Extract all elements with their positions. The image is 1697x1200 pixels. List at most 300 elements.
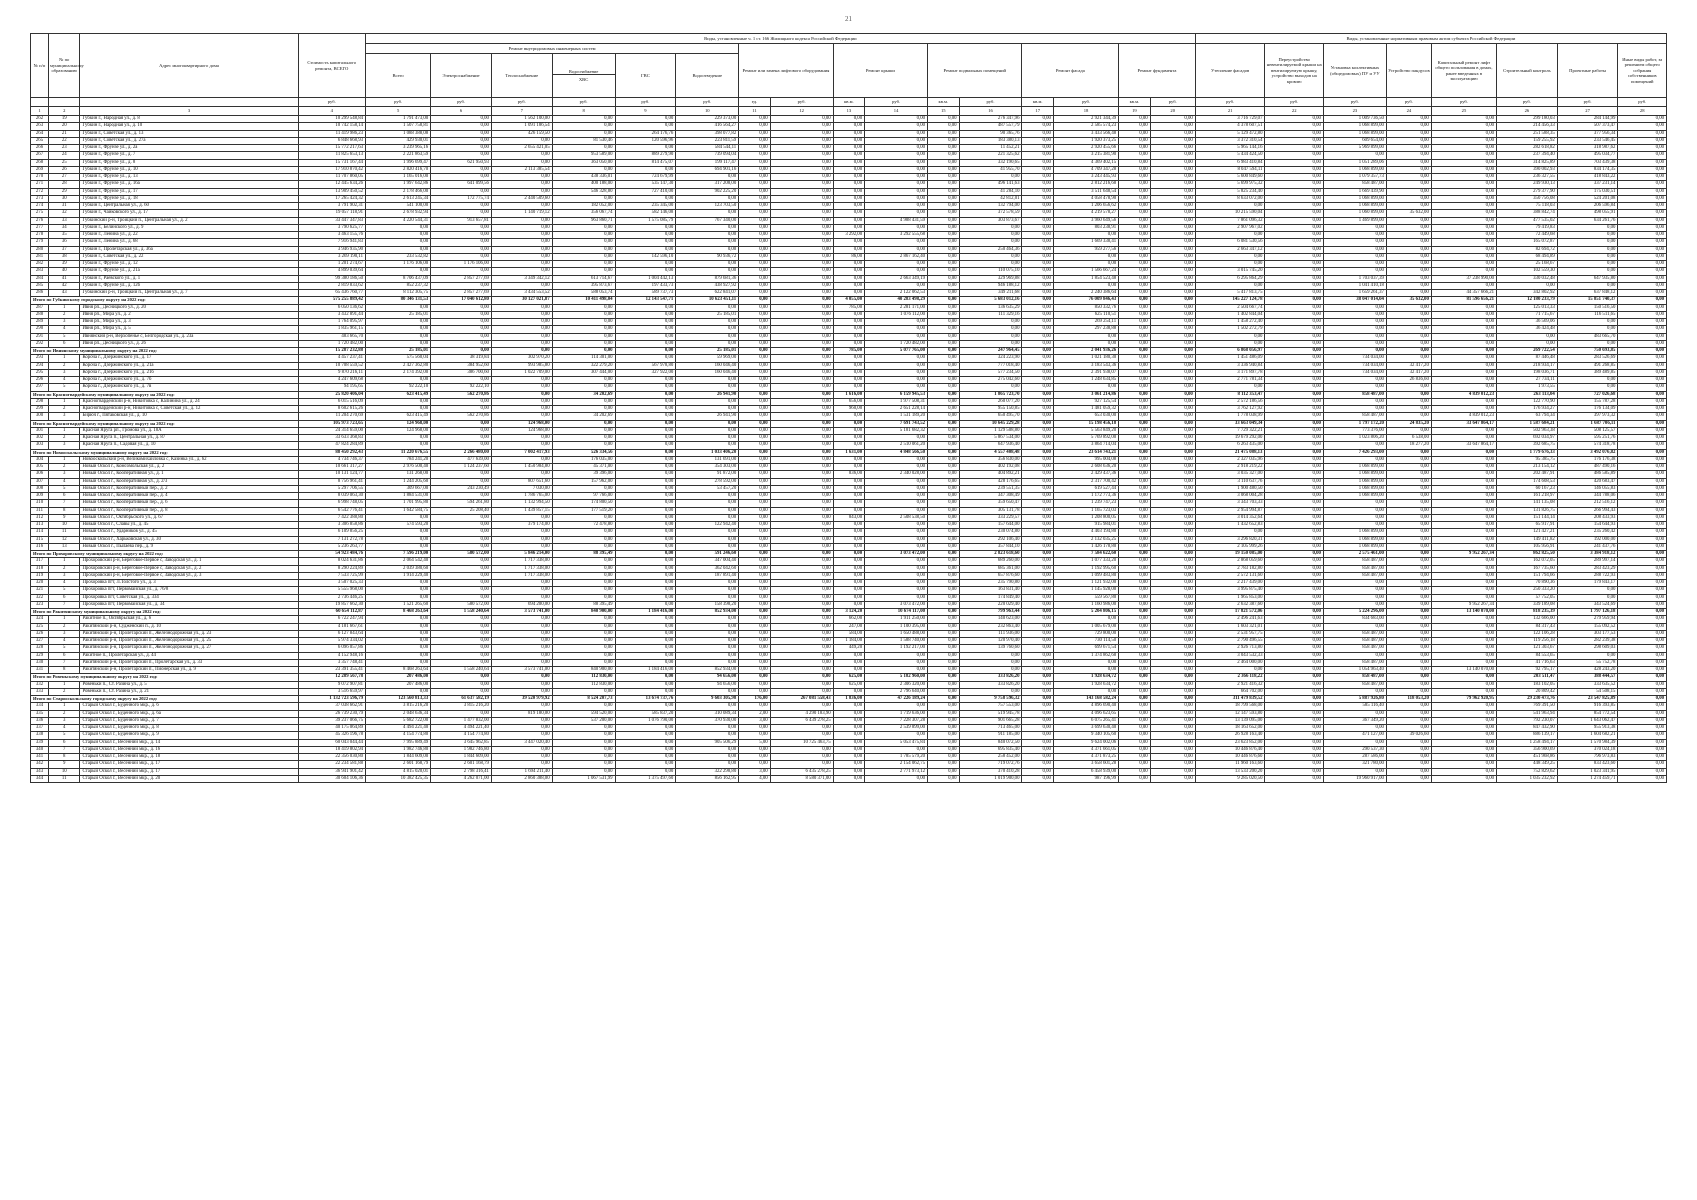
row-value: 0,00 (739, 384, 770, 391)
row-value: 0,00 (1323, 652, 1386, 659)
row-value: 653 030,00 (1053, 413, 1118, 420)
subtotal-cell: 562 270,86 (431, 391, 492, 398)
row-value: 0,00 (1150, 587, 1195, 594)
row-value: 65 917,91 (1497, 522, 1558, 529)
unit-cell-21: руб. (1195, 98, 1265, 107)
row-value: 0,00 (366, 340, 431, 347)
row-value: 0,00 (1119, 761, 1150, 768)
subtotal-cell: 0,00 (928, 391, 959, 398)
table-row (31, 188, 1667, 195)
row-address: Старый Оскол г., Весенний мкр., д. 20 (80, 775, 298, 782)
row-value: 0,00 (1053, 253, 1118, 260)
row-value: 0,00 (552, 224, 615, 231)
row-address: Губкин г., Пролетарская ул., д. 36а (80, 246, 298, 253)
row-value: 40 175 064,89 (298, 725, 365, 732)
row-value: 0,00 (366, 623, 431, 630)
row-value: 0,00 (431, 652, 492, 659)
row-value: 0,00 (770, 181, 833, 188)
row-value: 7 030,00 (491, 485, 552, 492)
row-value: 94 195,65 (298, 384, 365, 391)
row-value: 333 635,52 (1557, 681, 1618, 688)
row-number: 295 (31, 369, 49, 376)
col-lift: Ремонт или замена лифтового оборудования (739, 44, 833, 98)
row-value: 619 527,44 (1053, 485, 1118, 492)
subtotal-cell: 0,00 (739, 391, 770, 398)
row-value: 0,00 (1150, 645, 1195, 652)
row-number: 334 (31, 703, 49, 710)
row-value: 1 717 338,00 (491, 572, 552, 579)
row-value: 236 327,55 (1497, 174, 1558, 181)
row-value: 0,00 (1022, 681, 1053, 688)
subtotal-cell: 0,00 (833, 420, 864, 427)
row-value: 0,00 (366, 268, 431, 275)
row-value: 327 922,00 (615, 369, 676, 376)
col-roof: Ремонт крыши (833, 44, 927, 98)
row-address: Новый Оскол г., Кооперативная ул., д. 2/3 (80, 478, 298, 485)
row-value: 2 178 466,00 (366, 188, 431, 195)
row-value: 0,00 (552, 652, 615, 659)
row-value: 0,00 (865, 478, 928, 485)
row-value: 0,00 (1119, 739, 1150, 746)
row-value: 3 447 020,40 (491, 739, 552, 746)
row-value: 0,00 (833, 717, 864, 724)
row-value: 0,00 (1618, 493, 1667, 500)
row-value: 1 091 186,54 (491, 123, 552, 130)
row-value: 0,00 (676, 587, 739, 594)
row-number: 320 (31, 580, 49, 587)
row-value: 0,00 (491, 471, 552, 478)
row-number: 307 (31, 478, 49, 485)
row-value: 4 219 578,27 (1053, 210, 1118, 217)
row-value: 0,00 (1618, 290, 1667, 297)
row-value: 886 139,17 (1497, 732, 1558, 739)
row-value: 0,00 (770, 137, 833, 144)
row-value: 1 575 085,79 (615, 217, 676, 224)
row-value: 3 716 729,07 (1195, 116, 1265, 123)
row-value: 0,00 (739, 406, 770, 413)
subtotal-label: Итого по Прохоровскому муниципальному округу на 2022 год: (31, 551, 299, 558)
row-value: 0,00 (928, 130, 959, 137)
row-value: 0,00 (770, 536, 833, 543)
row-value: 0,00 (491, 543, 552, 550)
row-value: 141 135,08 (1497, 500, 1558, 507)
row-value: 4 988 431,59 (865, 217, 928, 224)
row-value: 0,00 (1150, 710, 1195, 717)
row-value: 0,00 (1053, 261, 1118, 268)
row-value: 199 117,47 (676, 159, 739, 166)
row-value: 0,00 (1431, 485, 1496, 492)
row-value: 0,00 (431, 123, 492, 130)
row-value: 637 848,12 (1557, 290, 1618, 297)
row-value: 8 024 631,86 (298, 558, 365, 565)
unit-cell-27: руб. (1557, 98, 1618, 107)
row-value: 0,00 (431, 137, 492, 144)
row-value: 0,00 (1431, 565, 1496, 572)
row-address: Губкин г., Фрунзе ул., д. 7 (80, 152, 298, 159)
row-value: 0,00 (1386, 681, 1431, 688)
row-value: 0,00 (770, 761, 833, 768)
unit-cell-4: руб. (298, 98, 365, 107)
row-value: 237 394,40 (1497, 152, 1558, 159)
row-value: 1 911 250,00 (865, 616, 928, 623)
row-value: 0,00 (739, 659, 770, 666)
row-value: 0,00 (865, 268, 928, 275)
row-value: 88 395,49 (552, 601, 615, 608)
row-value: 0,00 (552, 543, 615, 550)
row-value: 1 720 482,00 (298, 340, 365, 347)
row-value: 0,00 (1119, 623, 1150, 630)
row-value: 0,00 (552, 754, 615, 761)
row-value: 278 592,00 (676, 478, 739, 485)
row-value: 0,00 (431, 471, 492, 478)
row-mun-number: 1 (48, 703, 79, 710)
row-value: 0,00 (1150, 739, 1195, 746)
row-value: 0,00 (1022, 522, 1053, 529)
row-value: 1 022 709,00 (491, 369, 552, 376)
row-value: 0,00 (1431, 630, 1496, 637)
row-address: Бирюч г., Пятаковская ул., д. 10 (80, 413, 298, 420)
row-value: 0,00 (491, 406, 552, 413)
row-value: 0,00 (1431, 116, 1496, 123)
row-value: 769 391,50 (1497, 703, 1558, 710)
row-value: 0,00 (1431, 725, 1496, 732)
row-address: Прохоровка пгт, Первомайская ул., д. 76/8 (80, 587, 298, 594)
row-address: Красная Яруга п., Центральная ул., д. 87 (80, 435, 298, 442)
row-value: 0,00 (1386, 188, 1431, 195)
row-value: 0,00 (1119, 195, 1150, 202)
row-value: 0,00 (1431, 181, 1496, 188)
row-value: 1 068 899,00 (1323, 130, 1386, 137)
row-value: 81 530,46 (552, 137, 615, 144)
row-value: 486 585,89 (1557, 471, 1618, 478)
subtotal-cell: 13 140 070,00 (1431, 609, 1496, 616)
row-value: 428 176,65 (959, 478, 1022, 485)
row-value: 0,00 (676, 500, 739, 507)
table-row (31, 543, 1667, 550)
row-address: Губкин г., Советская ул., д. 13 (80, 130, 298, 137)
row-value: 0,00 (770, 166, 833, 173)
row-value: 0,00 (833, 210, 864, 217)
subtotal-cell: 10 645 229,28 (959, 420, 1022, 427)
row-mun-number: 20 (48, 123, 79, 130)
row-value: 63 794,34 (1497, 413, 1558, 420)
row-value: 0,00 (615, 485, 676, 492)
row-value: 0,00 (1150, 123, 1195, 130)
row-value: 0,00 (833, 435, 864, 442)
row-value: 290 537,30 (1323, 746, 1386, 753)
row-value: 389 489,85 (1557, 369, 1618, 376)
row-value: 767 340,00 (676, 217, 739, 224)
row-value: 0,00 (676, 340, 739, 347)
row-value: 125 013,33 (1497, 304, 1558, 311)
row-number: 267 (31, 152, 49, 159)
row-value: 0,00 (833, 688, 864, 695)
row-value: 167 735,60 (1497, 565, 1558, 572)
row-value: 0,00 (491, 514, 552, 521)
row-value: 0,00 (491, 638, 552, 645)
row-value: 0,00 (1431, 464, 1496, 471)
row-value: 0,00 (676, 232, 739, 239)
row-value: 0,00 (1618, 522, 1667, 529)
row-value: 1 165 723,03 (1053, 507, 1118, 514)
row-value: 0,00 (1119, 268, 1150, 275)
row-value: 0,00 (676, 645, 739, 652)
row-value: 0,00 (1265, 181, 1323, 188)
row-value: 0,00 (1323, 456, 1386, 463)
row-value: 2 921 344,39 (1053, 116, 1118, 123)
subtotal-cell: 8 112 353,47 (1195, 391, 1265, 398)
row-value: 0,00 (491, 174, 552, 181)
row-value: 0,00 (1265, 398, 1323, 405)
row-value: 0,00 (739, 340, 770, 347)
row-value: 1 068 899,00 (1323, 166, 1386, 173)
row-number: 335 (31, 710, 49, 717)
row-value: 0,00 (431, 565, 492, 572)
row-value: 0,00 (1265, 471, 1323, 478)
row-value: 0,00 (1119, 188, 1150, 195)
row-value: 90 936,72 (676, 253, 739, 260)
row-address: Прохоровский р-н, Береговое-Первое с, Заводская ул., д. 2 (80, 565, 298, 572)
unit-cell-22: руб. (1265, 98, 1323, 107)
row-value: 84 553,65 (1497, 652, 1558, 659)
row-value: 0,00 (739, 587, 770, 594)
row-value: 0,00 (739, 485, 770, 492)
row-value: 0,00 (1431, 638, 1496, 645)
row-value: 0,00 (1022, 565, 1053, 572)
subtotal-cell: 267 081 558,43 (770, 696, 833, 703)
row-value: 0,00 (1265, 210, 1323, 217)
row-value: 0,00 (739, 333, 770, 340)
unit-cell-11: ед. (739, 98, 770, 107)
row-value: 3 791 902,31 (298, 203, 365, 210)
row-value: 0,00 (491, 333, 552, 340)
row-value: 0,00 (739, 355, 770, 362)
row-value: 187 891,40 (676, 572, 739, 579)
row-value: 0,00 (770, 746, 833, 753)
subtotal-cell: 25 820 406,04 (298, 391, 365, 398)
row-value: 1 124 237,60 (431, 464, 492, 471)
row-value: 0,00 (552, 485, 615, 492)
row-value: 0,00 (1323, 507, 1386, 514)
row-address: Старый Оскол г., Весенний мкр., д. 14 (80, 739, 298, 746)
row-value: 0,00 (928, 319, 959, 326)
row-value: 3 068 004,28 (1195, 493, 1265, 500)
row-value: 2 812 216,68 (1053, 181, 1118, 188)
row-value: 9 072 907,81 (298, 681, 365, 688)
row-value: 0,00 (1431, 282, 1496, 289)
row-value: 0,00 (739, 681, 770, 688)
row-value: 0,00 (770, 406, 833, 413)
row-value: 0,00 (1323, 326, 1386, 333)
row-value: 2 496 241,63 (1195, 616, 1265, 623)
row-value: 0,00 (1119, 442, 1150, 449)
row-value: 1 785 579,20 (865, 754, 928, 761)
row-value: 0,00 (1557, 268, 1618, 275)
row-address: Красногвардейский р-н, Никитовка с, Калинина ул., д. 24 (80, 398, 298, 405)
row-value: 1 088 388,08 (366, 130, 431, 137)
row-value: 0,00 (865, 239, 928, 246)
row-value: 0,00 (928, 601, 959, 608)
row-value: 0,00 (1618, 123, 1667, 130)
unit-cell-2 (48, 98, 79, 107)
row-value: 0,00 (1265, 224, 1323, 231)
row-value: 2 790 496,55 (1195, 638, 1265, 645)
row-value: 0,00 (615, 355, 676, 362)
row-value: 0,00 (1119, 224, 1150, 231)
row-value: 0,00 (739, 152, 770, 159)
col-foundation: Ремонт фундамента (1119, 44, 1196, 98)
row-value: 0,00 (865, 464, 928, 471)
row-value: 124 968,00 (366, 427, 431, 434)
row-value: 0,00 (770, 500, 833, 507)
row-value: 3 296 820,31 (1195, 536, 1265, 543)
row-value: 0,00 (1150, 630, 1195, 637)
row-address: Губкин г., Фрунзе ул., д. 12б (80, 282, 298, 289)
row-value: 0,00 (676, 688, 739, 695)
row-value: 0,00 (431, 522, 492, 529)
row-value: 36 569,06 (1497, 319, 1558, 326)
column-number-13: 13 (833, 107, 864, 116)
row-value: 357 844,10 (959, 543, 1022, 550)
row-value: 303 177,53 (1557, 630, 1618, 637)
unit-cell-14: руб. (865, 98, 928, 107)
row-address: Ровеньки п., Ст. Разина ул., д. 21 (80, 688, 298, 695)
subtotal-cell: 0,00 (1265, 348, 1323, 355)
row-value: 0,00 (676, 725, 739, 732)
row-value: 1 068 899,00 (1323, 464, 1386, 471)
row-value: 0,00 (1195, 384, 1265, 391)
row-value: 0,00 (770, 282, 833, 289)
row-value: 1 720 482,00 (865, 340, 928, 347)
row-value: 0,00 (1618, 761, 1667, 768)
row-value: 0,00 (1323, 377, 1386, 384)
row-value: 0,00 (739, 282, 770, 289)
row-value: 0,00 (1265, 333, 1323, 340)
row-value: 310 089,34 (676, 710, 739, 717)
subtotal-cell: 0,00 (1265, 696, 1323, 703)
row-value: 247,00 (833, 623, 864, 630)
column-number-23: 23 (1323, 107, 1386, 116)
row-value: 1 507 758,81 (366, 123, 431, 130)
row-value: 1 778 038,99 (1195, 413, 1265, 420)
row-number: 323 (31, 601, 49, 608)
table-row (31, 224, 1667, 231)
row-value: 0,00 (865, 333, 928, 340)
subtotal-cell: 0,00 (1119, 674, 1150, 681)
row-value: 0,00 (1119, 587, 1150, 594)
row-value: 0,00 (928, 340, 959, 347)
subtotal-cell: 591 246,60 (676, 551, 739, 558)
row-value: 1 982 746,80 (431, 746, 492, 753)
row-value: 0,00 (1618, 725, 1667, 732)
row-value: 379 174,00 (491, 522, 552, 529)
row-value: 120 596,96 (615, 137, 676, 144)
subtotal-cell: 333 826,20 (959, 674, 1022, 681)
row-value: 0,00 (1119, 688, 1150, 695)
row-value: 0,00 (552, 130, 615, 137)
row-value: 0,00 (676, 652, 739, 659)
row-value: 0,00 (1150, 130, 1195, 137)
row-value: 0,00 (1386, 181, 1431, 188)
row-value: 580 572,00 (431, 601, 492, 608)
row-value: 487 490,16 (1557, 464, 1618, 471)
row-value: 0,00 (1022, 616, 1053, 623)
row-value: 111 329,16 (959, 311, 1022, 318)
row-value: 0,00 (491, 645, 552, 652)
table-row (31, 413, 1667, 420)
row-mun-number: 31 (48, 203, 79, 210)
row-value: 0,00 (1265, 275, 1323, 282)
row-value: 0,00 (770, 304, 833, 311)
row-value: 0,00 (1431, 493, 1496, 500)
row-value: 9 624 002,06 (1053, 739, 1118, 746)
row-value: 0,00 (491, 717, 552, 724)
row-address: Старый Оскол г., Буденного мкр., д. 7 (80, 717, 298, 724)
subtotal-cell: 0,00 (1265, 391, 1323, 398)
subtotal-cell: 60 654 112,87 (298, 609, 365, 616)
row-value: 0,00 (431, 377, 492, 384)
subtotal-cell: 1 184 416,00 (615, 609, 676, 616)
row-value: 0,00 (1323, 587, 1386, 594)
row-value: 0,00 (1150, 456, 1195, 463)
row-value: 5 129 472,80 (1195, 130, 1265, 137)
row-value: 1 426 178,80 (1053, 543, 1118, 550)
row-value: 0,00 (1386, 275, 1431, 282)
row-value: 0,00 (770, 435, 833, 442)
row-mun-number: 40 (48, 268, 79, 275)
table-row (31, 319, 1667, 326)
row-value: 124 968,00 (491, 427, 552, 434)
row-value: 0,00 (1386, 594, 1431, 601)
row-value: 0,00 (1119, 630, 1150, 637)
col-elec: Электроснабжение (431, 54, 492, 98)
subtotal-cell: 1 865 723,70 (959, 391, 1022, 398)
row-value: 318 987,62 (1557, 145, 1618, 152)
row-value: 0,00 (1022, 464, 1053, 471)
row-value: 0,00 (431, 210, 492, 217)
row-value: 0,00 (770, 275, 833, 282)
row-number: 271 (31, 181, 49, 188)
row-value: 0,00 (865, 456, 928, 463)
row-value: 757 553,00 (959, 703, 1022, 710)
row-value: 0,00 (676, 543, 739, 550)
row-value: 0,00 (676, 195, 739, 202)
row-value: 0,00 (676, 442, 739, 449)
row-value: 0,00 (1618, 514, 1667, 521)
row-value: 122 106,28 (1497, 630, 1558, 637)
row-address: Губкин г., Фрунзе ул., д. 10 (80, 166, 298, 173)
subtotal-cell: 12 180 233,79 (1497, 297, 1558, 304)
subtotal-cell: 0,00 (1386, 348, 1431, 355)
row-value: 0,00 (1150, 174, 1195, 181)
row-value: 0,00 (833, 522, 864, 529)
row-value: 0,00 (770, 253, 833, 260)
row-value: 0,00 (770, 152, 833, 159)
row-value: 0,00 (1386, 522, 1431, 529)
subtotal-cell: 34 202,69 (552, 391, 615, 398)
row-value: 32 417,20 (1386, 362, 1431, 369)
row-value: 0,00 (1386, 116, 1431, 123)
row-value: 0,00 (1022, 224, 1053, 231)
row-value: 7 422 388,80 (298, 514, 365, 521)
subtotal-cell: 0,00 (928, 696, 959, 703)
row-value: 0,00 (833, 478, 864, 485)
row-value: 0,00 (1431, 304, 1496, 311)
row-value: 0,00 (1150, 471, 1195, 478)
row-value: 0,00 (1618, 253, 1667, 260)
column-number-4: 4 (298, 107, 365, 116)
row-value: 11 204 270,69 (298, 413, 365, 420)
